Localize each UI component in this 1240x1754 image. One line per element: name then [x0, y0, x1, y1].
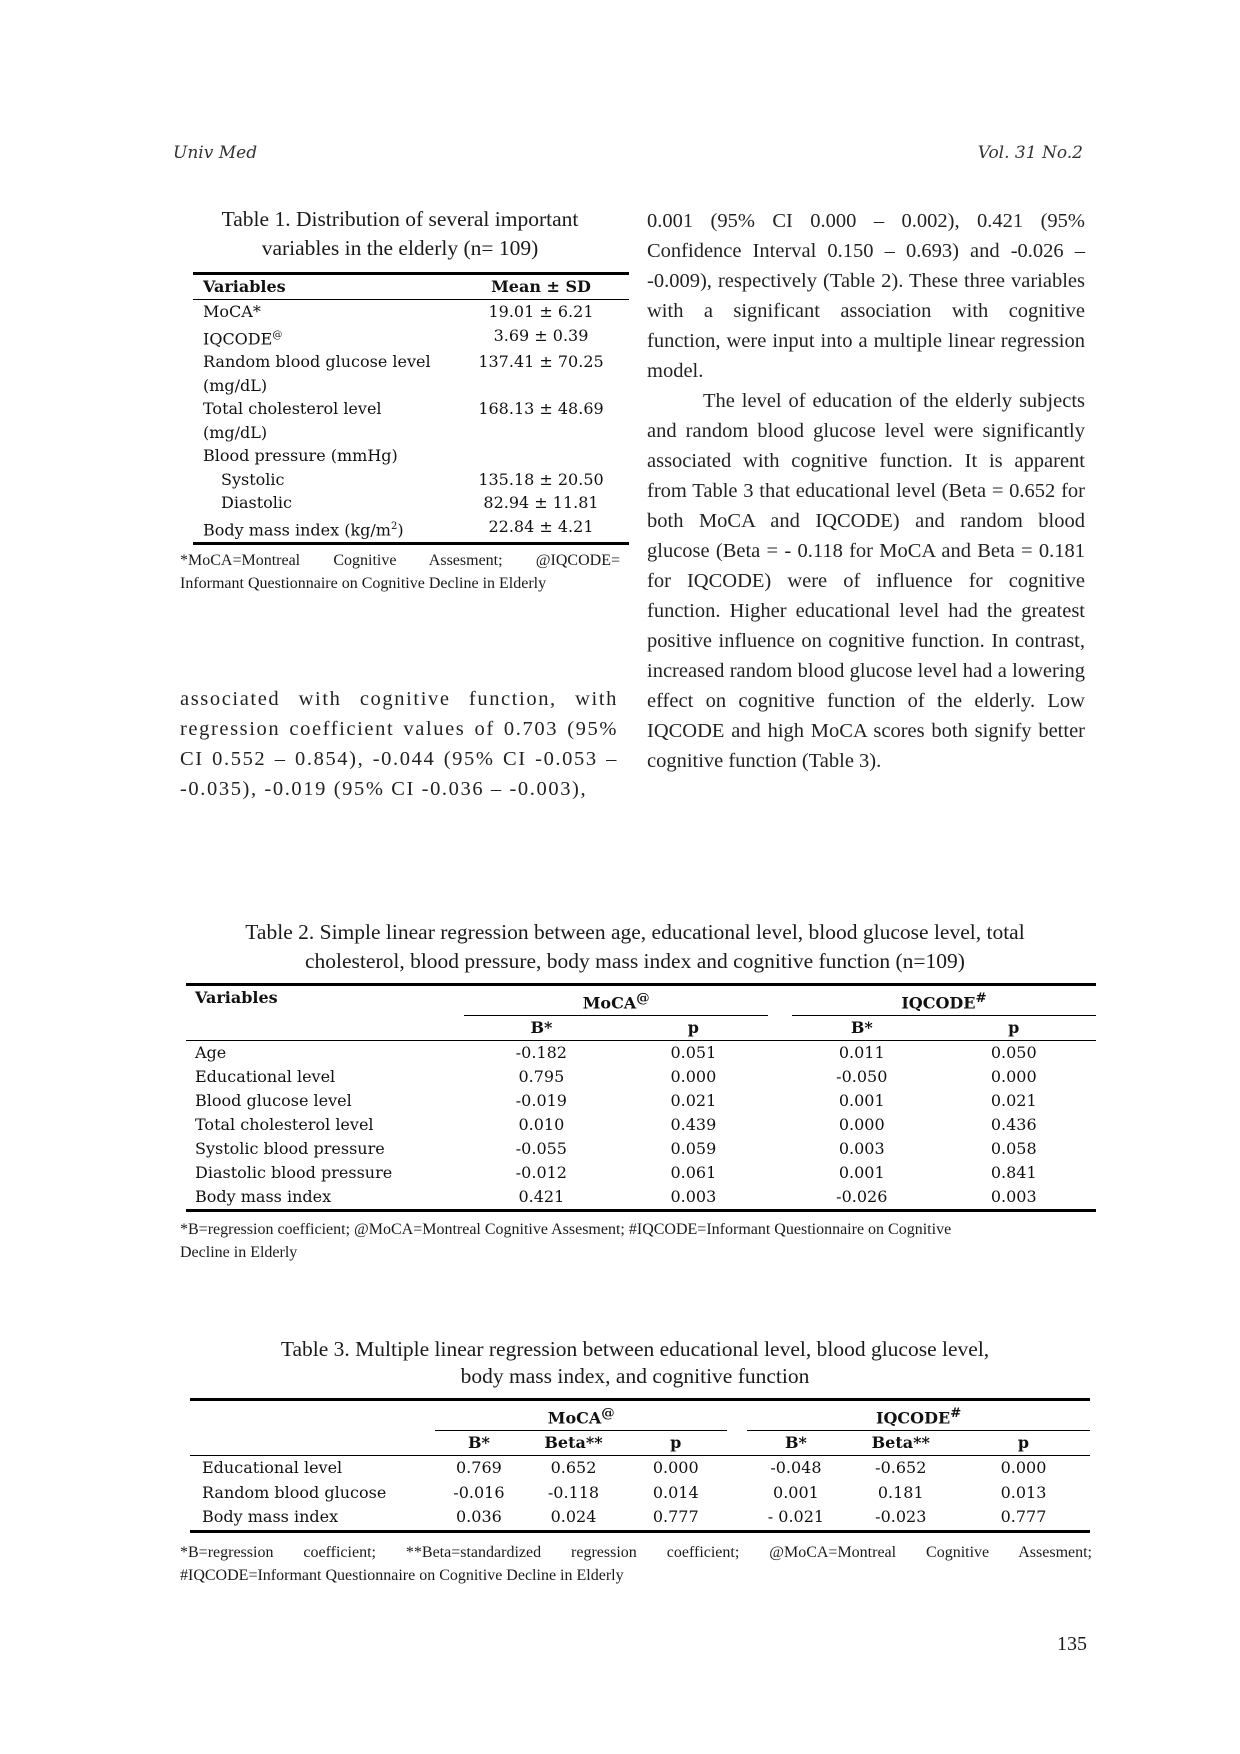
table2-sub-p1: p	[687, 1018, 699, 1038]
table3-row-p-iqcode: 0.000	[1000, 1458, 1047, 1478]
table2-row-b-moca: -0.012	[515, 1163, 567, 1183]
table2-row-b-iqcode: 0.001	[838, 1163, 885, 1183]
right-column-text	[647, 206, 1085, 776]
table1-row-label	[193, 374, 453, 398]
table2-footnote-line2: Decline in Elderly	[180, 1244, 298, 1261]
table3-group-iqcode-label: IQCODE	[876, 1408, 951, 1428]
table3-sub-b1: B*	[467, 1433, 490, 1453]
table1-caption	[180, 205, 620, 263]
table2-row-label: Body mass index	[195, 1187, 332, 1207]
running-head-journal: Univ Med	[173, 143, 258, 163]
table1-row-label-sup: 2	[390, 520, 398, 532]
table1-row-value	[453, 444, 629, 468]
table1-row-label	[193, 397, 453, 421]
table2-row-p-moca: 0.000	[670, 1067, 717, 1087]
table3	[190, 1398, 1090, 1533]
table1-row-label	[193, 300, 453, 324]
table-row	[193, 397, 629, 421]
table1-body	[193, 300, 629, 544]
table2-body	[186, 1041, 1096, 1211]
table2-row-p-iqcode: 0.050	[990, 1043, 1037, 1063]
table2-group-iqcode	[792, 985, 1096, 1016]
table-row	[186, 1113, 1096, 1137]
table1-row-label	[193, 444, 453, 468]
running-head-volume: Vol. 31 No.2	[977, 143, 1083, 163]
table1-footnote-text1: *MoCA=Montreal Cognitive Assesment; @IQCODE=	[180, 552, 620, 569]
table3-footnote-text1: *B=regression coefficient; **Beta=standardized regression coefficient; @MoCA=Montreal Cognitive Assesment;	[180, 1544, 1092, 1561]
table2-row-label: Blood glucose level	[195, 1091, 352, 1111]
table2-row-label: Total cholesterol level	[195, 1115, 374, 1135]
table1-row-label-tail: )	[397, 520, 404, 540]
table3-row-b-moca: 0.769	[456, 1458, 502, 1478]
table1-row-label-text: Blood pressure (mmHg)	[203, 446, 398, 466]
table3-group-iqcode-sup: #	[950, 1405, 962, 1421]
table2-row-p-iqcode: 0.058	[990, 1139, 1037, 1159]
table2-row-b-moca: 0.421	[518, 1187, 565, 1207]
table-row	[186, 1065, 1096, 1089]
table-row	[190, 1481, 1090, 1506]
table2-row-p-moca: 0.003	[670, 1187, 717, 1207]
table2-row-b-iqcode: -0.026	[836, 1187, 888, 1207]
table-row	[193, 350, 629, 374]
table1-row-label-text: Total cholesterol level	[203, 399, 382, 419]
table2-row-b-moca: 0.795	[518, 1067, 565, 1087]
table-row	[186, 1089, 1096, 1113]
table1-row-label-text: IQCODE	[203, 328, 273, 348]
table2-group-moca-label: MoCA	[582, 993, 637, 1013]
table2-sub-b1: B*	[530, 1018, 553, 1038]
table3-footnote-line2: #IQCODE=Informant Questionnaire on Cognitive Decline in Elderly	[180, 1567, 624, 1584]
table1-row-label	[193, 324, 453, 351]
table-row	[190, 1456, 1090, 1481]
table2-row-label: Diastolic blood pressure	[195, 1163, 393, 1183]
table2-caption-line1: Table 2. Simple linear regression between age, educational level, blood glucose level, total	[245, 920, 1025, 944]
table2-row-b-moca: 0.010	[518, 1115, 565, 1135]
table3-group-iqcode	[747, 1400, 1090, 1431]
table3-row-label: Body mass index	[202, 1507, 339, 1527]
table2-footnote-line1: *B=regression coefficient; @MoCA=Montreal Cognitive Assesment; #IQCODE=Informant Questionnaire on Cognitive	[180, 1221, 952, 1238]
table3-row-p-iqcode: 0.013	[1000, 1482, 1047, 1502]
table2-row-label: Age	[195, 1043, 227, 1063]
table2-row-b-iqcode: 0.000	[838, 1115, 885, 1135]
left-column-text	[180, 684, 618, 804]
table1-row-label-text: Random blood glucose level	[203, 352, 431, 372]
table3-caption-line1: Table 3. Multiple linear regression between educational level, blood glucose level,	[280, 1337, 990, 1361]
table3-row-p-iqcode: 0.777	[1000, 1507, 1047, 1527]
table1-row-label-text: Diastolic	[221, 493, 292, 513]
table2-group-iqcode-sup: #	[975, 990, 987, 1006]
table3-group-moca-sup: @	[601, 1405, 615, 1421]
table2-row-label: Educational level	[195, 1067, 336, 1087]
table1-row-label-text: Body mass index (kg/m	[203, 520, 391, 540]
table-row	[193, 444, 629, 468]
table2-col-variable: Variables	[195, 988, 278, 1007]
table3-row-p-moca: 0.000	[652, 1458, 699, 1478]
table2-row-p-iqcode: 0.000	[990, 1067, 1037, 1087]
table3-row-beta-moca: 0.652	[550, 1458, 597, 1478]
table2-row-p-iqcode: 0.841	[990, 1163, 1037, 1183]
table-row	[193, 491, 629, 515]
table1-row-label-text: (mg/dL)	[203, 422, 268, 442]
table3-caption	[120, 1336, 1150, 1390]
table1-row-label-sup: @	[272, 329, 283, 341]
table-row	[193, 468, 629, 492]
table2-caption-line2: cholesterol, blood pressure, body mass index and cognitive function (n=109)	[305, 949, 965, 973]
table-row	[193, 374, 629, 398]
table1-row-value: 135.18 ± 20.50	[478, 469, 604, 489]
table1-col-mean-sd: Mean ± SD	[491, 277, 591, 296]
table3-row-beta-iqcode: 0.181	[877, 1482, 924, 1502]
table3-group-moca-label: MoCA	[547, 1408, 602, 1428]
table3-footnote-line1	[180, 1542, 1092, 1564]
table3-group-moca	[435, 1400, 726, 1431]
table-row	[193, 300, 629, 324]
table1-row-value: 82.94 ± 11.81	[483, 493, 599, 513]
table1	[193, 272, 629, 545]
table3-body	[190, 1456, 1090, 1532]
table1-row-value: 3.69 ± 0.39	[493, 325, 589, 345]
table2-sub-p2: p	[1008, 1018, 1020, 1038]
table2-row-p-moca: 0.021	[670, 1091, 717, 1111]
table1-footnote-line1	[180, 550, 620, 572]
table3-sub-beta2: Beta**	[871, 1433, 930, 1453]
table1-col-variable: Variables	[203, 277, 286, 296]
table2-row-b-iqcode: -0.050	[836, 1067, 888, 1087]
table1-row-value	[453, 421, 629, 445]
table3-row-b-moca: -0.016	[453, 1482, 505, 1502]
table-row	[186, 1137, 1096, 1161]
table1-caption-line1: Table 1. Distribution of several important	[221, 207, 579, 231]
table2-caption	[120, 918, 1150, 976]
right-paragraph-2: The level of education of the elderly subjects and random blood glucose level were significantly associated with cognitive function. It is apparent from Table 3 that educational level (Beta = 0.652 for both MoCA and IQCODE) and random blood glucose (Beta = - 0.118 for MoCA and Beta = 0.181 for IQCODE) were of influence for cognitive function. Higher educational level had the greatest positive influence on cognitive function. In contrast, increased random blood glucose level had a lowering effect on cognitive function of the elderly. Low IQCODE and high MoCA scores both signify better cognitive function (Table 3).	[647, 390, 1085, 772]
table1-row-label-text: (mg/dL)	[203, 375, 268, 395]
table3-caption-line2: body mass index, and cognitive function	[460, 1364, 810, 1388]
table1-row-label-text: MoCA*	[203, 302, 261, 321]
table2-row-p-moca: 0.051	[670, 1043, 717, 1063]
table1-row-label	[193, 515, 453, 543]
table2-row-b-moca: -0.055	[515, 1139, 567, 1159]
left-paragraph: associated with cognitive function, with regression coefficient values of 0.703 (95% CI 0.552 – 0.854), -0.044 (95% CI -0.053 – -0.035), -0.019 (95% CI -0.036 – -0.003),	[180, 688, 618, 800]
table3-row-beta-iqcode: -0.023	[875, 1507, 927, 1527]
table3-row-p-moca: 0.014	[652, 1482, 699, 1502]
table2-row-p-moca: 0.439	[670, 1115, 717, 1135]
table2-sub-b2: B*	[850, 1018, 873, 1038]
table1-row-label	[193, 421, 453, 445]
table2-group-moca	[464, 985, 768, 1016]
table2-row-p-iqcode: 0.021	[990, 1091, 1037, 1111]
table1-caption-line2: variables in the elderly (n= 109)	[261, 236, 539, 260]
table2-row-b-moca: -0.019	[515, 1091, 567, 1111]
table3-sub-b2: B*	[784, 1433, 807, 1453]
right-paragraph-1: 0.001 (95% CI 0.000 – 0.002), 0.421 (95% Confidence Interval 0.150 – 0.693) and -0.026 – -0.009), respectively (Table 2). These three variables with a significant association with cognitive function, were input into a multiple linear regression model.	[647, 210, 1085, 382]
table2-row-p-moca: 0.059	[670, 1139, 717, 1159]
table3-row-b-iqcode: -0.048	[770, 1458, 822, 1478]
table1-footnote-line2: Informant Questionnaire on Cognitive Decline in Elderly	[180, 575, 547, 592]
table-row	[193, 421, 629, 445]
table3-row-beta-moca: -0.118	[547, 1482, 600, 1502]
table2-row-b-iqcode: 0.011	[838, 1043, 885, 1063]
table-row	[193, 324, 629, 351]
table1-row-value: 22.84 ± 4.21	[488, 516, 594, 536]
table-row	[186, 1185, 1096, 1211]
table2-row-b-moca: -0.182	[515, 1043, 567, 1063]
table3-sub-p2: p	[1017, 1433, 1030, 1453]
table1-row-label-text: Systolic	[221, 469, 285, 489]
table3-row-b-iqcode: 0.001	[773, 1482, 819, 1502]
table1-row-value: 168.13 ± 48.69	[478, 399, 604, 419]
table2-row-p-iqcode: 0.003	[990, 1187, 1037, 1207]
table3-sub-beta1: Beta**	[544, 1433, 603, 1453]
table3-row-b-iqcode: - 0.021	[767, 1507, 825, 1527]
table2-group-moca-sup: @	[636, 990, 650, 1006]
table2-group-iqcode-label: IQCODE	[901, 993, 976, 1013]
table1-row-value: 137.41 ± 70.25	[478, 352, 604, 372]
table2-row-p-iqcode: 0.436	[990, 1115, 1037, 1135]
table2-row-p-moca: 0.061	[670, 1163, 717, 1183]
table1-row-label	[193, 491, 453, 515]
table3-row-beta-moca: 0.024	[550, 1507, 597, 1527]
table-row	[186, 1161, 1096, 1185]
table1-row-label	[193, 350, 453, 374]
table2-row-b-iqcode: 0.003	[838, 1139, 885, 1159]
table2	[186, 983, 1096, 1212]
table1-row-value: 19.01 ± 6.21	[488, 302, 594, 321]
table3-row-label: Educational level	[202, 1458, 343, 1478]
table3-sub-p1: p	[670, 1433, 682, 1453]
table-row	[190, 1505, 1090, 1531]
page-number: 135	[1057, 1633, 1087, 1655]
table-row	[186, 1041, 1096, 1066]
table3-row-p-moca: 0.777	[652, 1507, 699, 1527]
table3-row-label: Random blood glucose	[202, 1482, 387, 1502]
table-row	[193, 515, 629, 543]
table2-row-b-iqcode: 0.001	[838, 1091, 885, 1111]
table3-row-b-moca: 0.036	[456, 1507, 502, 1527]
table3-row-beta-iqcode: -0.652	[875, 1458, 927, 1478]
table1-row-label	[193, 468, 453, 492]
table2-row-label: Systolic blood pressure	[195, 1139, 385, 1159]
table1-row-value	[453, 374, 629, 398]
